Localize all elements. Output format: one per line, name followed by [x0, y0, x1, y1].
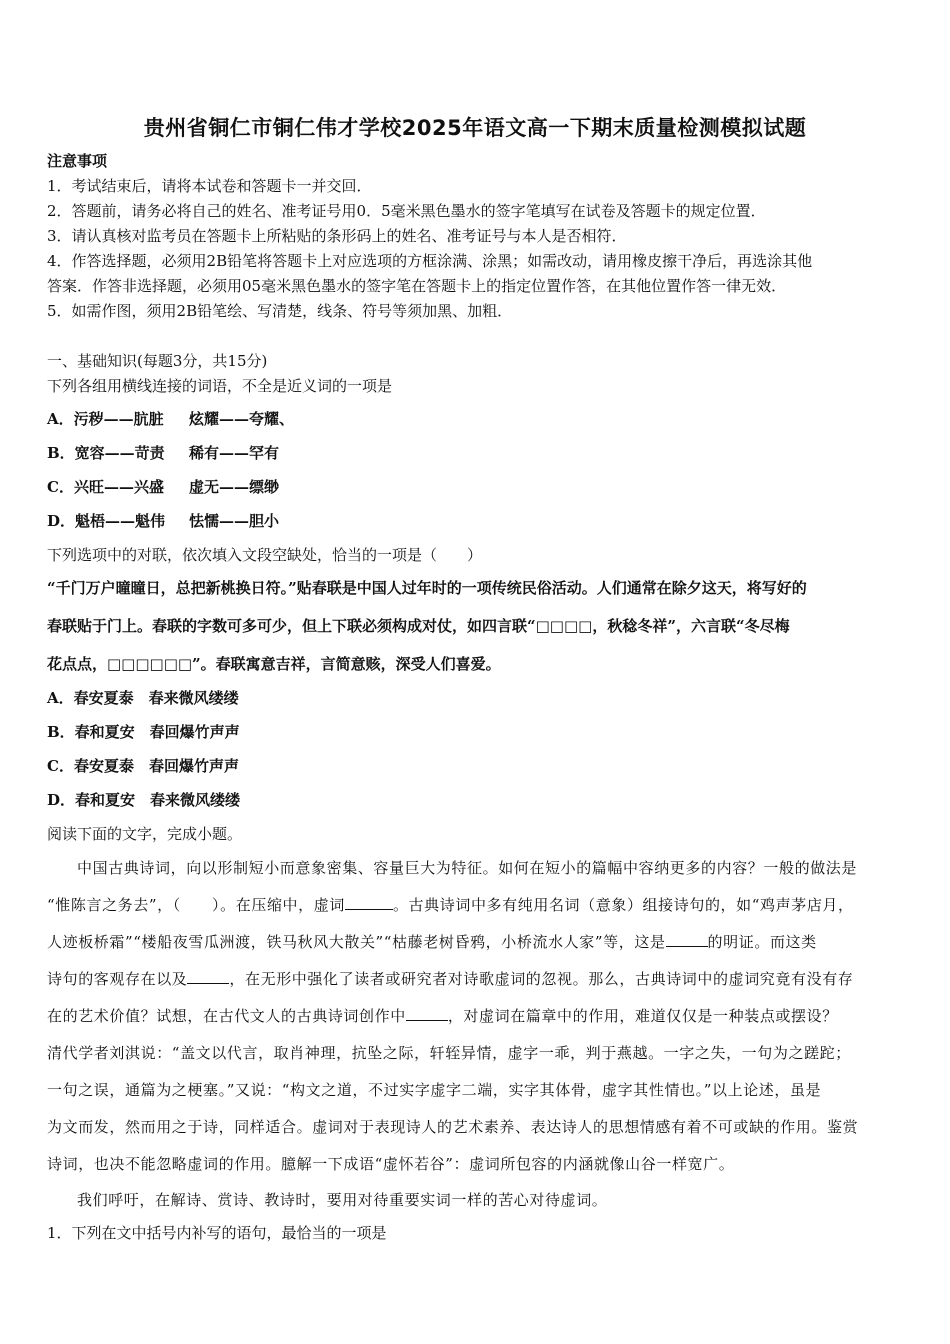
- passage-line: 诗词，也决不能忽略虚词的作用。臆解一下成语“虚怀若谷”：虚词所包容的内涵就像山谷一样宽广。: [47, 1155, 735, 1173]
- option-c: C．春安夏泰 春回爆竹声声: [47, 757, 239, 775]
- passage-line: 人迹板桥霜”“楼船夜雪瓜洲渡，铁马秋风大散关”“枯藤老树昏鸦，小桥流水人家”等，这是 的明证。而这类: [47, 933, 817, 951]
- option-c: C．兴旺——兴盛 虚无——缥缈: [47, 478, 280, 496]
- question-paragraph: 春联贴于门上。春联的字数可多可少，但上下联必须构成对仗，如四言联“□□□□，秋稔冬祥”，六言联“冬尽梅: [47, 617, 790, 635]
- fill-blank: [187, 969, 229, 984]
- question-stem: 下列选项中的对联，依次填入文段空缺处，恰当的一项是（ ）: [47, 546, 483, 564]
- option-d: D．春和夏安 春来微风缕缕: [47, 791, 241, 809]
- section-heading: 一、基础知识(每题3分，共15分): [47, 352, 268, 370]
- notice-item: 1．考试结束后，请将本试卷和答题卡一并交回．: [47, 177, 372, 195]
- question-paragraph: “千门万户曈曈日，总把新桃换日符。”贴春联是中国人过年时的一项传统民俗活动。人们通常在除夕这天，将写好的: [47, 579, 807, 597]
- notice-item: 2．答题前，请务必将自己的姓名、准考证号用0．5毫米黑色墨水的签字笔填写在试卷及答题卡的规定位置．: [47, 202, 766, 220]
- passage-line: “惟陈言之务去”，（ ）。在压缩中，虚词 。古典诗词中多有纯用名词（意象）组接诗句的，如“鸡声茅店月，: [47, 896, 854, 914]
- notice-item: 5．如需作图，须用2B铅笔绘、写清楚，线条、符号等须加黑、加粗．: [47, 302, 513, 320]
- fill-blank: [406, 1006, 448, 1021]
- passage-line: 我们呼吁，在解诗、赏诗、教诗时，要用对待重要实词一样的苦心对待虚词。: [77, 1191, 608, 1209]
- option-b: B．宽容——苛责 稀有——罕有: [47, 444, 280, 462]
- notice-item: 4．作答选择题，必须用2B铅笔将答题卡上对应选项的方框涂满、涂黑；如需改动，请用橡皮擦干净后，再选涂其他: [47, 252, 813, 270]
- passage-line: 中国古典诗词，向以形制短小而意象密集、容量巨大为特征。如何在短小的篇幅中容纳更多的内容？一般的做法是: [77, 859, 858, 877]
- option-a: A．污秽——肮脏 炫耀——夸耀、: [47, 410, 295, 428]
- fill-blank: [666, 932, 708, 947]
- question-stem: 1．下列在文中括号内补写的语句，最恰当的一项是: [47, 1224, 387, 1242]
- option-b: B．春和夏安 春回爆竹声声: [47, 723, 240, 741]
- passage-line: 为文而发，然而用之于诗，同样适合。虚词对于表现诗人的艺术素养、表达诗人的思想情感有着不可或缺的作用。鉴赏: [47, 1118, 859, 1136]
- question-stem: 下列各组用横线连接的词语，不全是近义词的一项是: [47, 377, 393, 395]
- notice-item: 3．请认真核对监考员在答题卡上所粘贴的条形码上的姓名、准考证号与本人是否相符．: [47, 227, 627, 245]
- exam-title: 贵州省铜仁市铜仁伟才学校2025年语文高一下期末质量检测模拟试题: [143, 116, 807, 140]
- reading-intro: 阅读下面的文字，完成小题。: [47, 825, 243, 843]
- passage-line: 一句之误，通篇为之梗塞。”又说：“构文之道，不过实字虚字二端，实字其体骨，虚字其性情也。”以上论述，虽是: [47, 1081, 822, 1099]
- option-d: D．魁梧——魁伟 怯懦——胆小: [47, 512, 280, 530]
- passage-line: 诗句的客观存在以及 ，在无形中强化了读者或研究者对诗歌虚词的忽视。那么，古典诗词中的虚词究竟有没有存: [47, 970, 854, 988]
- question-paragraph: 花点点，□□□□□□”。春联寓意吉祥，言简意赅，深受人们喜爱。: [47, 655, 501, 673]
- notice-heading: 注意事项: [47, 152, 108, 170]
- passage-line: 在的艺术价值？试想，在古代文人的古典诗词创作中 ，对虚词在篇章中的作用，难道仅仅是一种装点或摆设？: [47, 1007, 838, 1025]
- option-a: A．春安夏泰 春来微风缕缕: [47, 689, 239, 707]
- passage-line: 清代学者刘淇说：“盖文以代言，取肖神理，抗坠之际，轩轾异情，虚字一乖，判于燕越。一字之失，一句为之蹉跎；: [47, 1044, 851, 1062]
- notice-item: 答案．作答非选择题，必须用05毫米黑色墨水的签字笔在答题卡上的指定位置作答，在其他位置作答一律无效．: [47, 277, 787, 295]
- fill-blank: [345, 895, 393, 910]
